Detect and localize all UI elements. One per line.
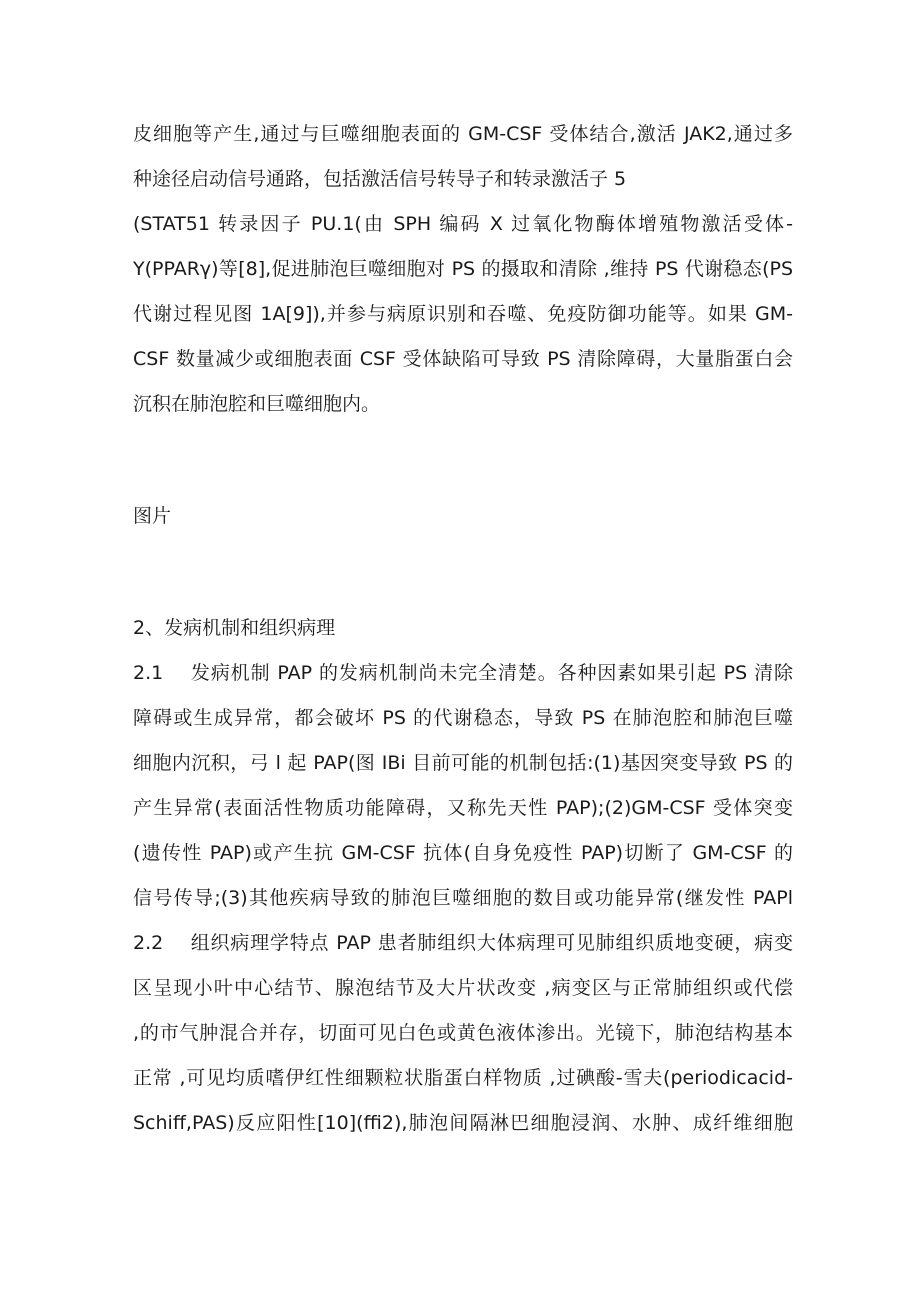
- figure-label: 图片: [133, 505, 172, 527]
- paragraph-line: 沉积在肺泡腔和巨噬细胞内。: [133, 393, 381, 415]
- paragraph-line: 区呈现小叶中心结节、腺泡结节及大片状改变 ,病变区与正常肺组织或代偿: [133, 977, 793, 999]
- paragraph-line: 种途径启动信号通路，包括激活信号转导子和转录激活子 5: [133, 168, 627, 190]
- paragraph-line: 代谢过程见图 1A[9]),并参与病原识别和吞噬、免疫防御功能等。如果 GM-: [133, 303, 793, 325]
- paragraph-line: Schiff,PAS)反应阳性[10](ffi2),肺泡间隔淋巴细胞浸润、水肿、成纤维细胞: [133, 1112, 793, 1134]
- paragraph-line: (STAT51 转录因子 PU.1(由 SPH 编码 X 过氧化物酶体增殖物激活受体-: [133, 213, 793, 235]
- paragraph-line: Y(PPARγ)等[8],促进肺泡巨噬细胞对 PS 的摄取和清除 ,维持 PS 代谢稳态(PS: [133, 258, 793, 280]
- paragraph-line: 产生异常(表面活性物质功能障碍，又称先天性 PAP);(2)GM-CSF 受体突变: [133, 797, 793, 819]
- section-heading: 2、发病机制和组织病理: [133, 617, 336, 639]
- paragraph-line: (遗传性 PAP)或产生抗 GM-CSF 抗体(自身免疫性 PAP)切断了 GM-CSF 的: [133, 842, 793, 864]
- paragraph-line: CSF 数量减少或细胞表面 CSF 受体缺陷可导致 PS 清除障碍，大量脂蛋白会: [133, 348, 793, 370]
- paragraph-line: 2.1 发病机制 PAP 的发病机制尚未完全清楚。各种因素如果引起 PS 清除: [133, 662, 793, 684]
- paragraph-line: 正常 ,可见均质嗜伊红性细颗粒状脂蛋白样物质 ,过碘酸-雪夫(periodicacid-: [133, 1067, 793, 1089]
- paragraph-line: 皮细胞等产生,通过与巨噬细胞表面的 GM-CSF 受体结合,激活 JAK2,通过多: [133, 123, 793, 145]
- paragraph-line: 障碍或生成异常，都会破坏 PS 的代谢稳态，导致 PS 在肺泡腔和肺泡巨噬: [133, 707, 793, 729]
- paragraph-line: 信号传导;(3)其他疾病导致的肺泡巨噬细胞的数目或功能异常(继发性 PAPl: [133, 887, 793, 909]
- paragraph-line: 2.2 组织病理学特点 PAP 患者肺组织大体病理可见肺组织质地变硬，病变: [133, 932, 793, 954]
- paragraph-line: ,的市气肿混合并存，切面可见白色或黄色液体渗出。光镜下，肺泡结构基本: [133, 1022, 793, 1044]
- paragraph-line: 细胞内沉积，弓 l 起 PAP(图 IBi 目前可能的机制包括:(1)基因突变导致 PS 的: [133, 752, 793, 774]
